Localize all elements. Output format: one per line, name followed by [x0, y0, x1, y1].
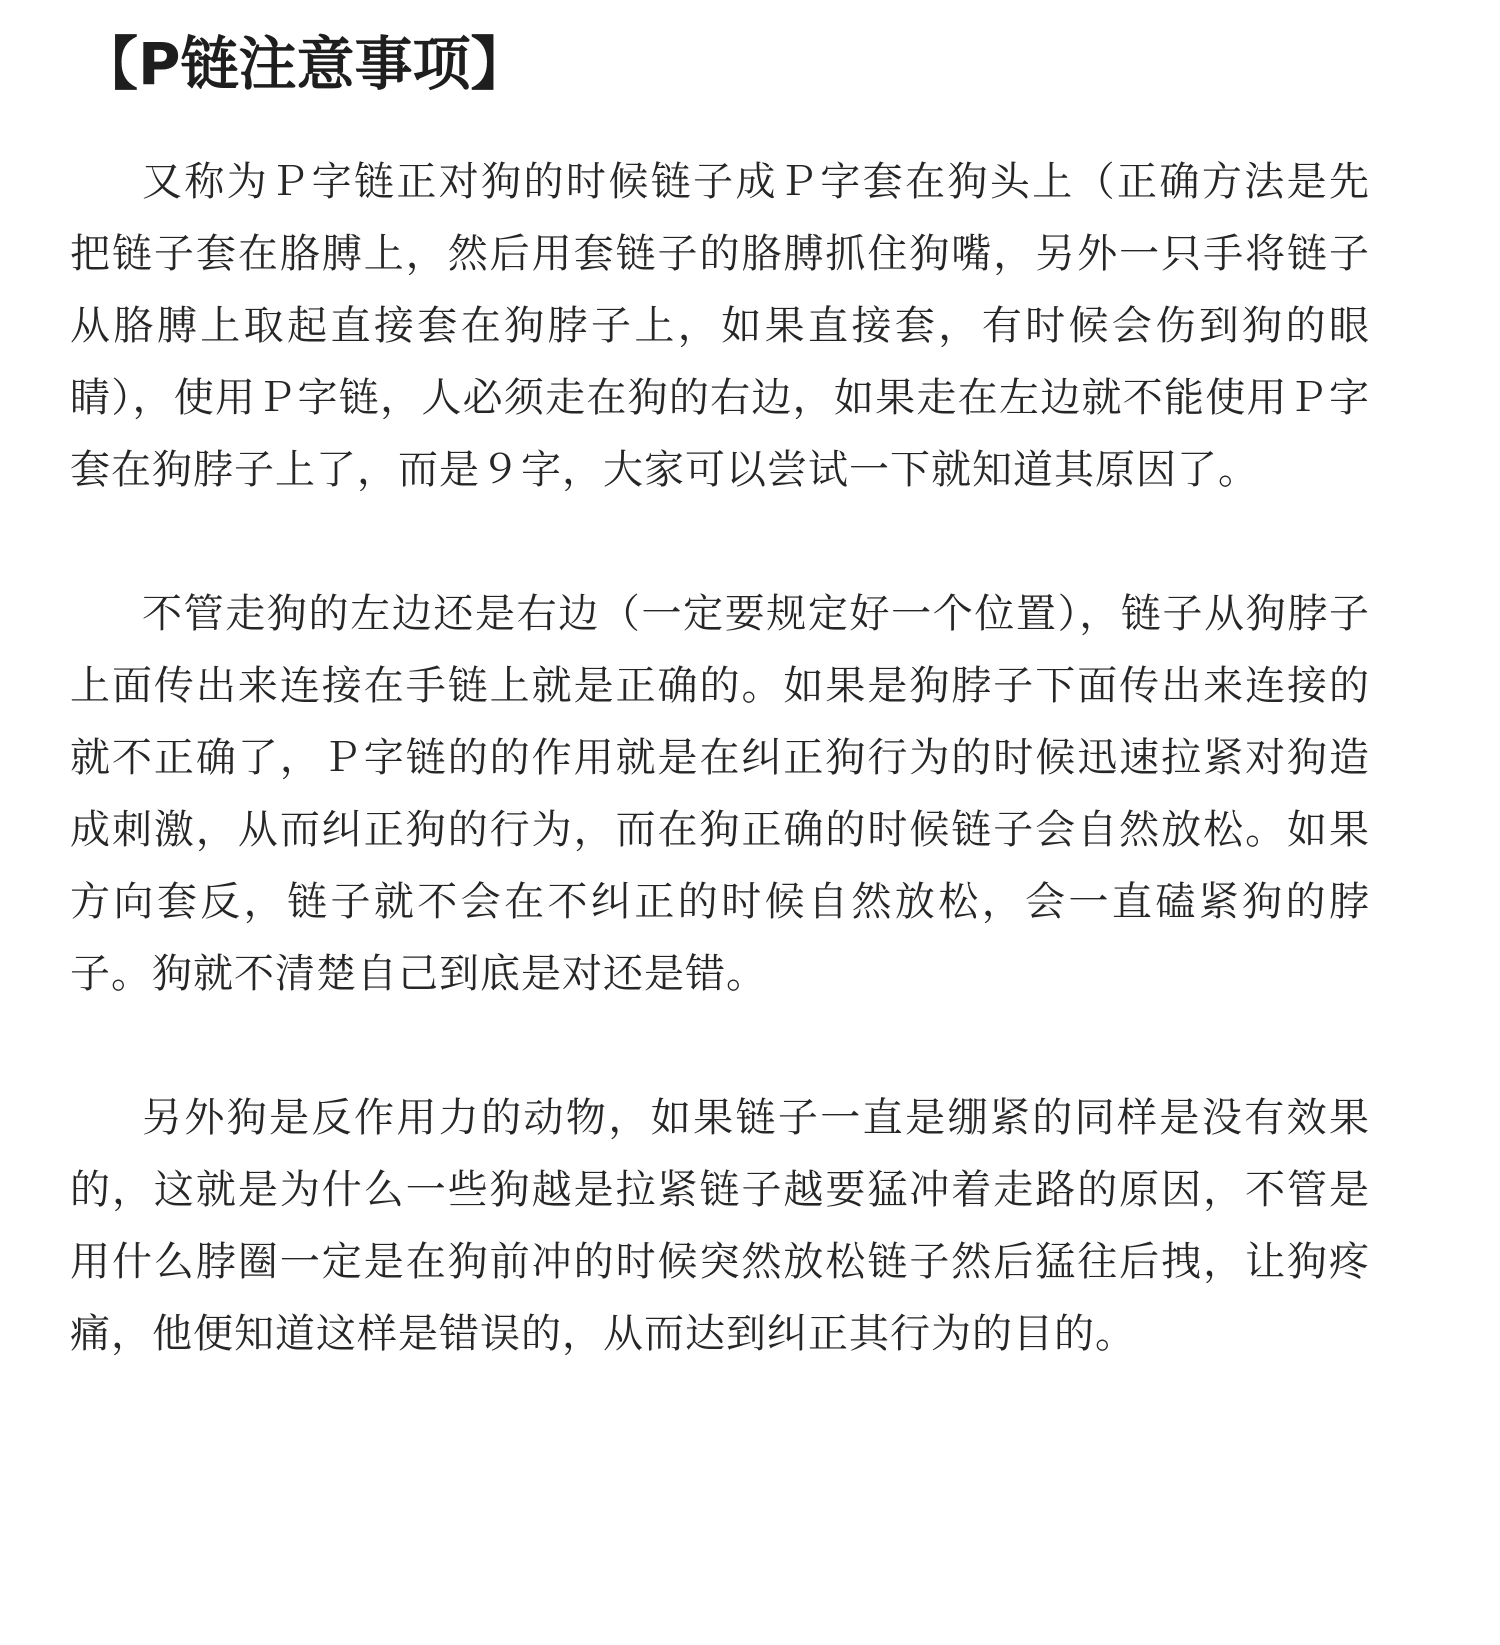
paragraph-3: 另外狗是反作用力的动物，如果链子一直是绷紧的同样是没有效果的，这就是为什么一些狗越是拉紧链子越要猛冲着走路的原因，不管是用什么脖圈一定是在狗前冲的时候突然放松链子然后猛往后拽，让狗疼痛，他便知道这样是错误的，从而达到纠正其行为的目的。 [70, 1095, 1370, 1357]
paragraph-2: 不管走狗的左边还是右边（一定要规定好一个位置），链子从狗脖子上面传出来连接在手链上就是正确的。如果是狗脖子下面传出来连接的就不正确了，Ｐ字链的的作用就是在纠正狗行为的时候迅速拉紧对狗造成刺激，从而纠正狗的行为，而在狗正确的时候链子会自然放松。如果方向套反，链子就不会在不纠正的时候自然放松，会一直磕紧狗的脖子。狗就不清楚自己到底是对还是错。 [70, 591, 1370, 997]
paragraph-1: 又称为Ｐ字链正对狗的时候链子成Ｐ字套在狗头上（正确方法是先把链子套在胳膊上，然后用套链子的胳膊抓住狗嘴，另外一只手将链子从胳膊上取起直接套在狗脖子上，如果直接套，有时候会伤到狗的眼睛），使用Ｐ字链，人必须走在狗的右边，如果走在左边就不能使用Ｐ字套在狗脖子上了，而是９字，大家可以尝试一下就知道其原因了。 [70, 159, 1370, 493]
page-title: 【P链注意事项】 [80, 30, 529, 98]
article-body [70, 146, 1370, 1370]
